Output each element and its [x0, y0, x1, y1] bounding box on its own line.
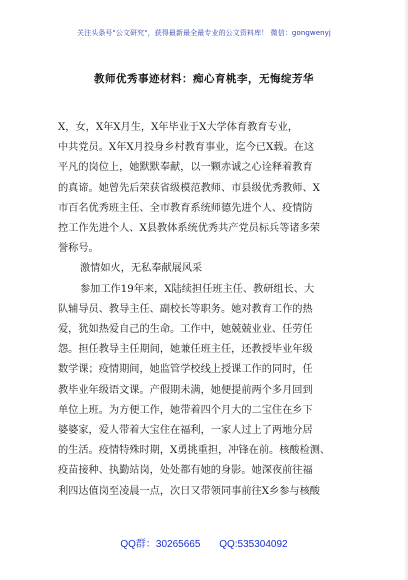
- page-edge-shadow: [404, 0, 408, 580]
- footer-qq-number: QQ:535304092: [219, 539, 288, 550]
- body-line: 市百名优秀班主任、全市教育系统师德先进个人、疫情防: [58, 202, 313, 214]
- body-line: 的生活。疫情特殊时期，X勇挑重担，冲锋在前。核酸检测、: [58, 445, 331, 457]
- body-line: 疫苗接种、执勤站岗，处处都有她的身影。她深夜前往福: [58, 465, 313, 477]
- body-line: 参加工作19年来，X陆续担任班主任、教研组长、大: [80, 283, 315, 295]
- body-line: 誉称号。: [58, 243, 99, 255]
- body-line: X，女，X年X月生，X年毕业于X大学体育教育专业，: [58, 122, 299, 133]
- body-line: 中共党员。X年X月投身乡村教育事业，迄今已X载。在这: [58, 142, 315, 154]
- document-body: [58, 118, 350, 502]
- body-line: 利四达值岗至凌晨一点，次日又带领同事前往X乡参与核酸: [58, 485, 320, 497]
- footer-qq-group: QQ群：30265665: [120, 539, 201, 550]
- body-line: 婆婆家，爱人带着大宝住在福利，一家人过上了两地分居: [58, 425, 313, 437]
- body-line: 控工作先进个人、X县教体系统优秀共产党员标兵等诸多荣: [58, 223, 320, 235]
- section-heading: 激情如火，无私奉献展风采: [80, 263, 203, 275]
- body-line: 教毕业年级语文课。产假期未满，她便提前两个多月回到: [58, 384, 313, 396]
- body-line: 平凡的岗位上，她默默奉献，以一颗赤诚之心诠释着教育: [58, 162, 313, 174]
- footer-contact: [0, 535, 408, 550]
- header-banner: 关注头条号"公文研究"，获得最新最全最专业的公文资料库！ 微信：gongwenyj: [77, 29, 331, 37]
- body-line: 爱，犹如热爱自己的生命。工作中，她兢兢业业、任劳任: [58, 324, 313, 336]
- body-line: 队辅导员、教导主任、副校长等职务。她对教育工作的热: [58, 303, 313, 315]
- body-line: 的真谛。她曾先后荣获省级模范教师、市县级优秀教师、X: [58, 182, 320, 194]
- body-line: 怨。担任教导主任期间，她兼任班主任，还教授毕业年级: [58, 344, 313, 356]
- body-line: 数学课；疫情期间，她监管学校线上授课工作的同时，任: [58, 364, 313, 376]
- document-title: 教师优秀事迹材料：痴心育桃李，无悔绽芳华: [94, 73, 314, 85]
- body-line: 单位上班。为方便工作，她带着四个月大的二宝住在乡下: [58, 404, 313, 416]
